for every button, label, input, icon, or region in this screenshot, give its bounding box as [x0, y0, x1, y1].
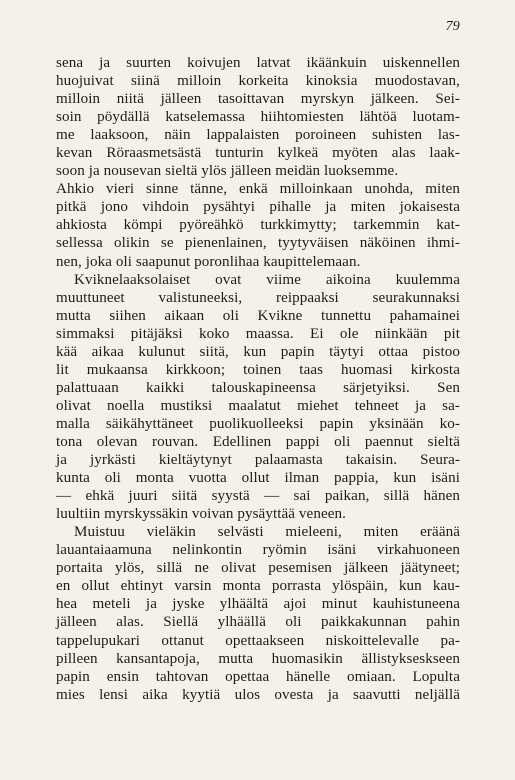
text-line: kunta oli monta vuotta ollut ilman pappia, kun isäni: [56, 470, 460, 487]
body-text: [56, 54, 460, 704]
text-line: simmaksi pitäjäksi koko maassa. Ei ole niinkään pit: [56, 325, 460, 342]
text-line: soon ja nousevan sieltä ylös jälleen meidän luoksemme.: [56, 163, 399, 180]
text-line: hea meteli ja jyske ylhäältä ajoi minut kauhistuneena: [56, 596, 460, 613]
page-number: 79: [445, 19, 460, 34]
text-line: me laaksoon, näin lappalaisten poroineen suhisten las-: [56, 127, 460, 144]
text-line: mutta siihen aikaan oli Kvikne tunnettu pahamainei: [56, 307, 460, 324]
text-line: kevan Röraasmetsästä tunturin kylkeä myöten alas laak-: [56, 145, 460, 162]
text-line: nen, joka oli saapunut poronlihaa kaupittelemaan.: [56, 253, 361, 270]
text-line: lit mukaansa kirkkoon; toinen taas huomasi kirkosta: [56, 361, 460, 378]
text-line: muuttuneet valistuneeksi, reippaaksi seurakunnaksi: [56, 289, 460, 306]
text-line: lauantaiaamuna nelinkontin ryömin isäni virkahuoneen: [56, 542, 460, 559]
text-line: ahkiosta kömpi pyöreähkö turkkimytty; tarkemmin kat-: [56, 217, 460, 234]
text-line: kää aikaa kulunut siitä, kun papin täytyi ottaa pistoo: [56, 343, 460, 360]
text-line: en ollut ehtinyt varsin monta porrasta ylöspäin, kun kau-: [56, 578, 460, 595]
text-line: pilleen kansantapoja, mutta huomasikin ällistykseskseen: [56, 650, 460, 667]
text-line: — ehkä juuri siitä syystä — sai paikan, sillä hänen: [56, 488, 460, 505]
text-line: tona olevan rouvan. Edellinen pappi oli paennut sieltä: [56, 433, 460, 450]
text-line: luultiin myrskyssäkin voivan pysäyttää veneen.: [56, 506, 346, 523]
text-line: Kviknelaaksolaiset ovat viime aikoina kuulemma: [74, 271, 460, 288]
text-line: sena ja suurten koivujen latvat ikäänkuin uiskennellen: [56, 55, 460, 71]
text-line: soin pöydällä katselemassa hiihtomiesten lähtöä luotam-: [56, 109, 460, 126]
text-line: ja jyrkästi kieltäytynyt palaamasta takaisin. Seura-: [56, 452, 460, 469]
text-line: huojuivat siinä milloin korkeita kinoksia muodostavan,: [56, 73, 460, 90]
text-line: Ahkio vieri sinne tänne, enkä milloinkaan unohda, miten: [56, 181, 460, 198]
text-line: tappelupukari ottanut opettaakseen niskoittelevalle pa-: [56, 632, 460, 649]
text-line: malla säikähyttäneet puolikuolleeksi papin yksinään ko-: [56, 415, 460, 432]
text-line: sellessa olikin se pienenlainen, tyytyväisen näköinen ihmi-: [56, 235, 460, 252]
text-line: Muistuu vieläkin selvästi mieleeni, miten eräänä: [74, 524, 460, 541]
text-line: milloin niitä jälleen tasoittavan myrskyn jälkeen. Sei-: [56, 91, 460, 108]
text-line: papin ensin tahtovan opettaa hänelle omiaan. Lopulta: [56, 668, 460, 685]
text-line: portaita ylös, sillä ne olivat pesemisen jälkeen jäätyneet;: [56, 560, 460, 577]
text-line: mies lensi aika kyytiä ulos ovesta ja saavutti neljällä: [56, 686, 460, 703]
text-line: palattuaan kaikki talouskapineensa särjetyiksi. Sen: [56, 379, 460, 396]
text-line: olivat noella mustiksi maalatut miehet tehneet ja sa-: [56, 397, 460, 414]
text-line: jälleen alas. Siellä ylhäällä oli paikkakunnan pahin: [56, 614, 460, 631]
text-line: pitkä jono vihdoin pysähtyi pihalle ja miten jokaisesta: [56, 199, 460, 216]
